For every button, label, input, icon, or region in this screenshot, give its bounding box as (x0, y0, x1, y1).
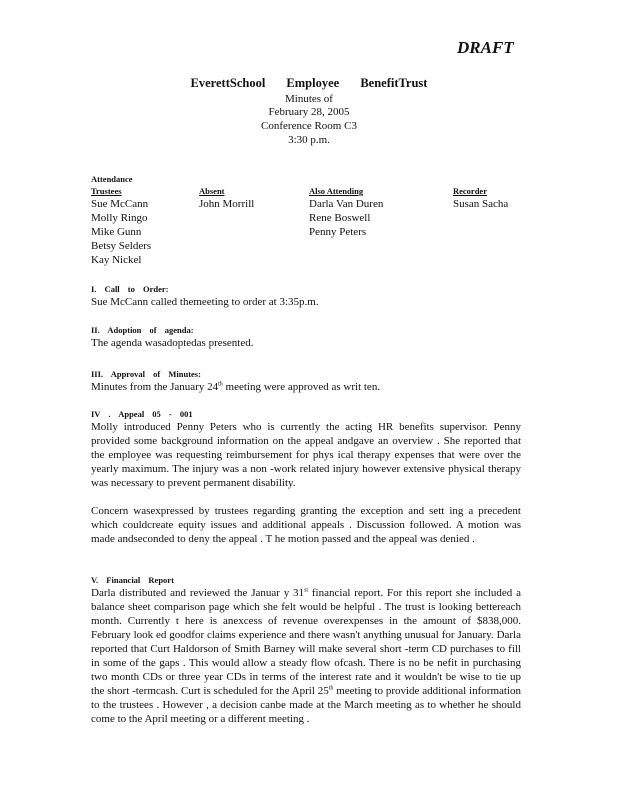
absent-name: John Morrill (199, 198, 255, 210)
section-body: The agenda wasadoptedas presented. (91, 337, 254, 349)
section-call-to-order (91, 283, 521, 309)
draft-watermark: DRAFT (457, 38, 514, 57)
recorder-heading: Recorder (453, 186, 487, 196)
recorder-column (453, 186, 508, 211)
section-appeal-continued (91, 504, 521, 546)
recorder-name: Susan Sacha (453, 198, 509, 210)
attendee-name: Darla Van Duren (309, 198, 384, 210)
section-body: Darla distributed and reviewed the Januar y 31st financial report. For this report she included a balance sheet comparison page which she felt would be helpful . The trust is looking bettereach month. Currently t here is anexcess of revenue overexpenses in the amount of $838,000. February look ed goodfor claims experience and there wasn't anything unusual for January. Darla reported that Curt Haldorson of Smith Barney will make several short -term CD purchases to fill in some of the gaps . This would allow a steady flow ofcash. There is no be nefit in purchasing two month CDs or three year CDs in terms of the interest rate and it wouldn't be wise to tie up the short -termcash. Curt is scheduled for the April 25th meeting to provide additional information to the trustees . However , a decision canbe made at the March meeting as to whether he should come to the April meeting or a different meeting . (91, 587, 521, 725)
section-appeal (91, 408, 521, 490)
attendee-name: Penny Peters (309, 226, 367, 238)
header-line-date: February 28, 2005 (268, 106, 350, 118)
also-attending-column (309, 186, 383, 239)
header-line-time: 3:30 p.m. (288, 134, 330, 146)
trustee-name: Sue McCann (91, 198, 149, 210)
trustee-name: Betsy Selders (91, 240, 152, 252)
attendance-label: Attendance (91, 174, 133, 184)
trustee-name: Molly Ringo (91, 212, 148, 224)
trustee-name: Mike Gunn (91, 226, 142, 238)
absent-column (199, 186, 254, 211)
attendee-name: Rene Boswell (309, 212, 371, 224)
section-body: Sue McCann called themeeting to order at 3:35p.m. (91, 296, 319, 308)
trustees-heading: Trustees (91, 186, 122, 196)
trustees-column (91, 186, 151, 267)
header-line-minutes: Minutes of (285, 93, 333, 105)
also-attending-heading: Also Attending (309, 186, 364, 196)
section-approval-of-minutes (91, 368, 521, 394)
section-heading: III. Approval of Minutes: (91, 369, 201, 379)
trustee-name: Kay Nickel (91, 254, 142, 266)
section-heading: V. Financial Report (91, 575, 174, 585)
section-financial-report (91, 574, 521, 726)
section-heading: I. Call to Order: (91, 284, 169, 294)
section-heading: II. Adoption of agenda: (91, 325, 194, 335)
section-adoption-of-agenda (91, 324, 521, 350)
absent-heading: Absent (199, 186, 225, 196)
document-title: EverettSchool Employee BenefitTrust (190, 76, 428, 90)
section-body: Concern wasexpressed by trustees regarding granting the exception and sett ing a precedent which couldcreate equity issues and additional appeals . Discussion followed. A motion was made andseconded to deny the appeal . T he motion passed and the appeal was denied . (91, 505, 521, 545)
section-body: Minutes from the January 24th meeting were approved as writ ten. (91, 381, 381, 393)
section-body: Molly introduced Penny Peters who is currently the acting HR benefits supervisor. Penny provided some background information on the appeal andgave an overview . She reported that the employee was requesting reimbursement for phys ical therapy expenses that were over the yearly maximum. The injury was a non -work related injury however extensive physical therapy was necessary to prevent permanent disability. (91, 421, 521, 489)
section-heading: IV . Appeal 05 - 001 (91, 409, 193, 419)
header-line-location: Conference Room C3 (261, 120, 357, 132)
